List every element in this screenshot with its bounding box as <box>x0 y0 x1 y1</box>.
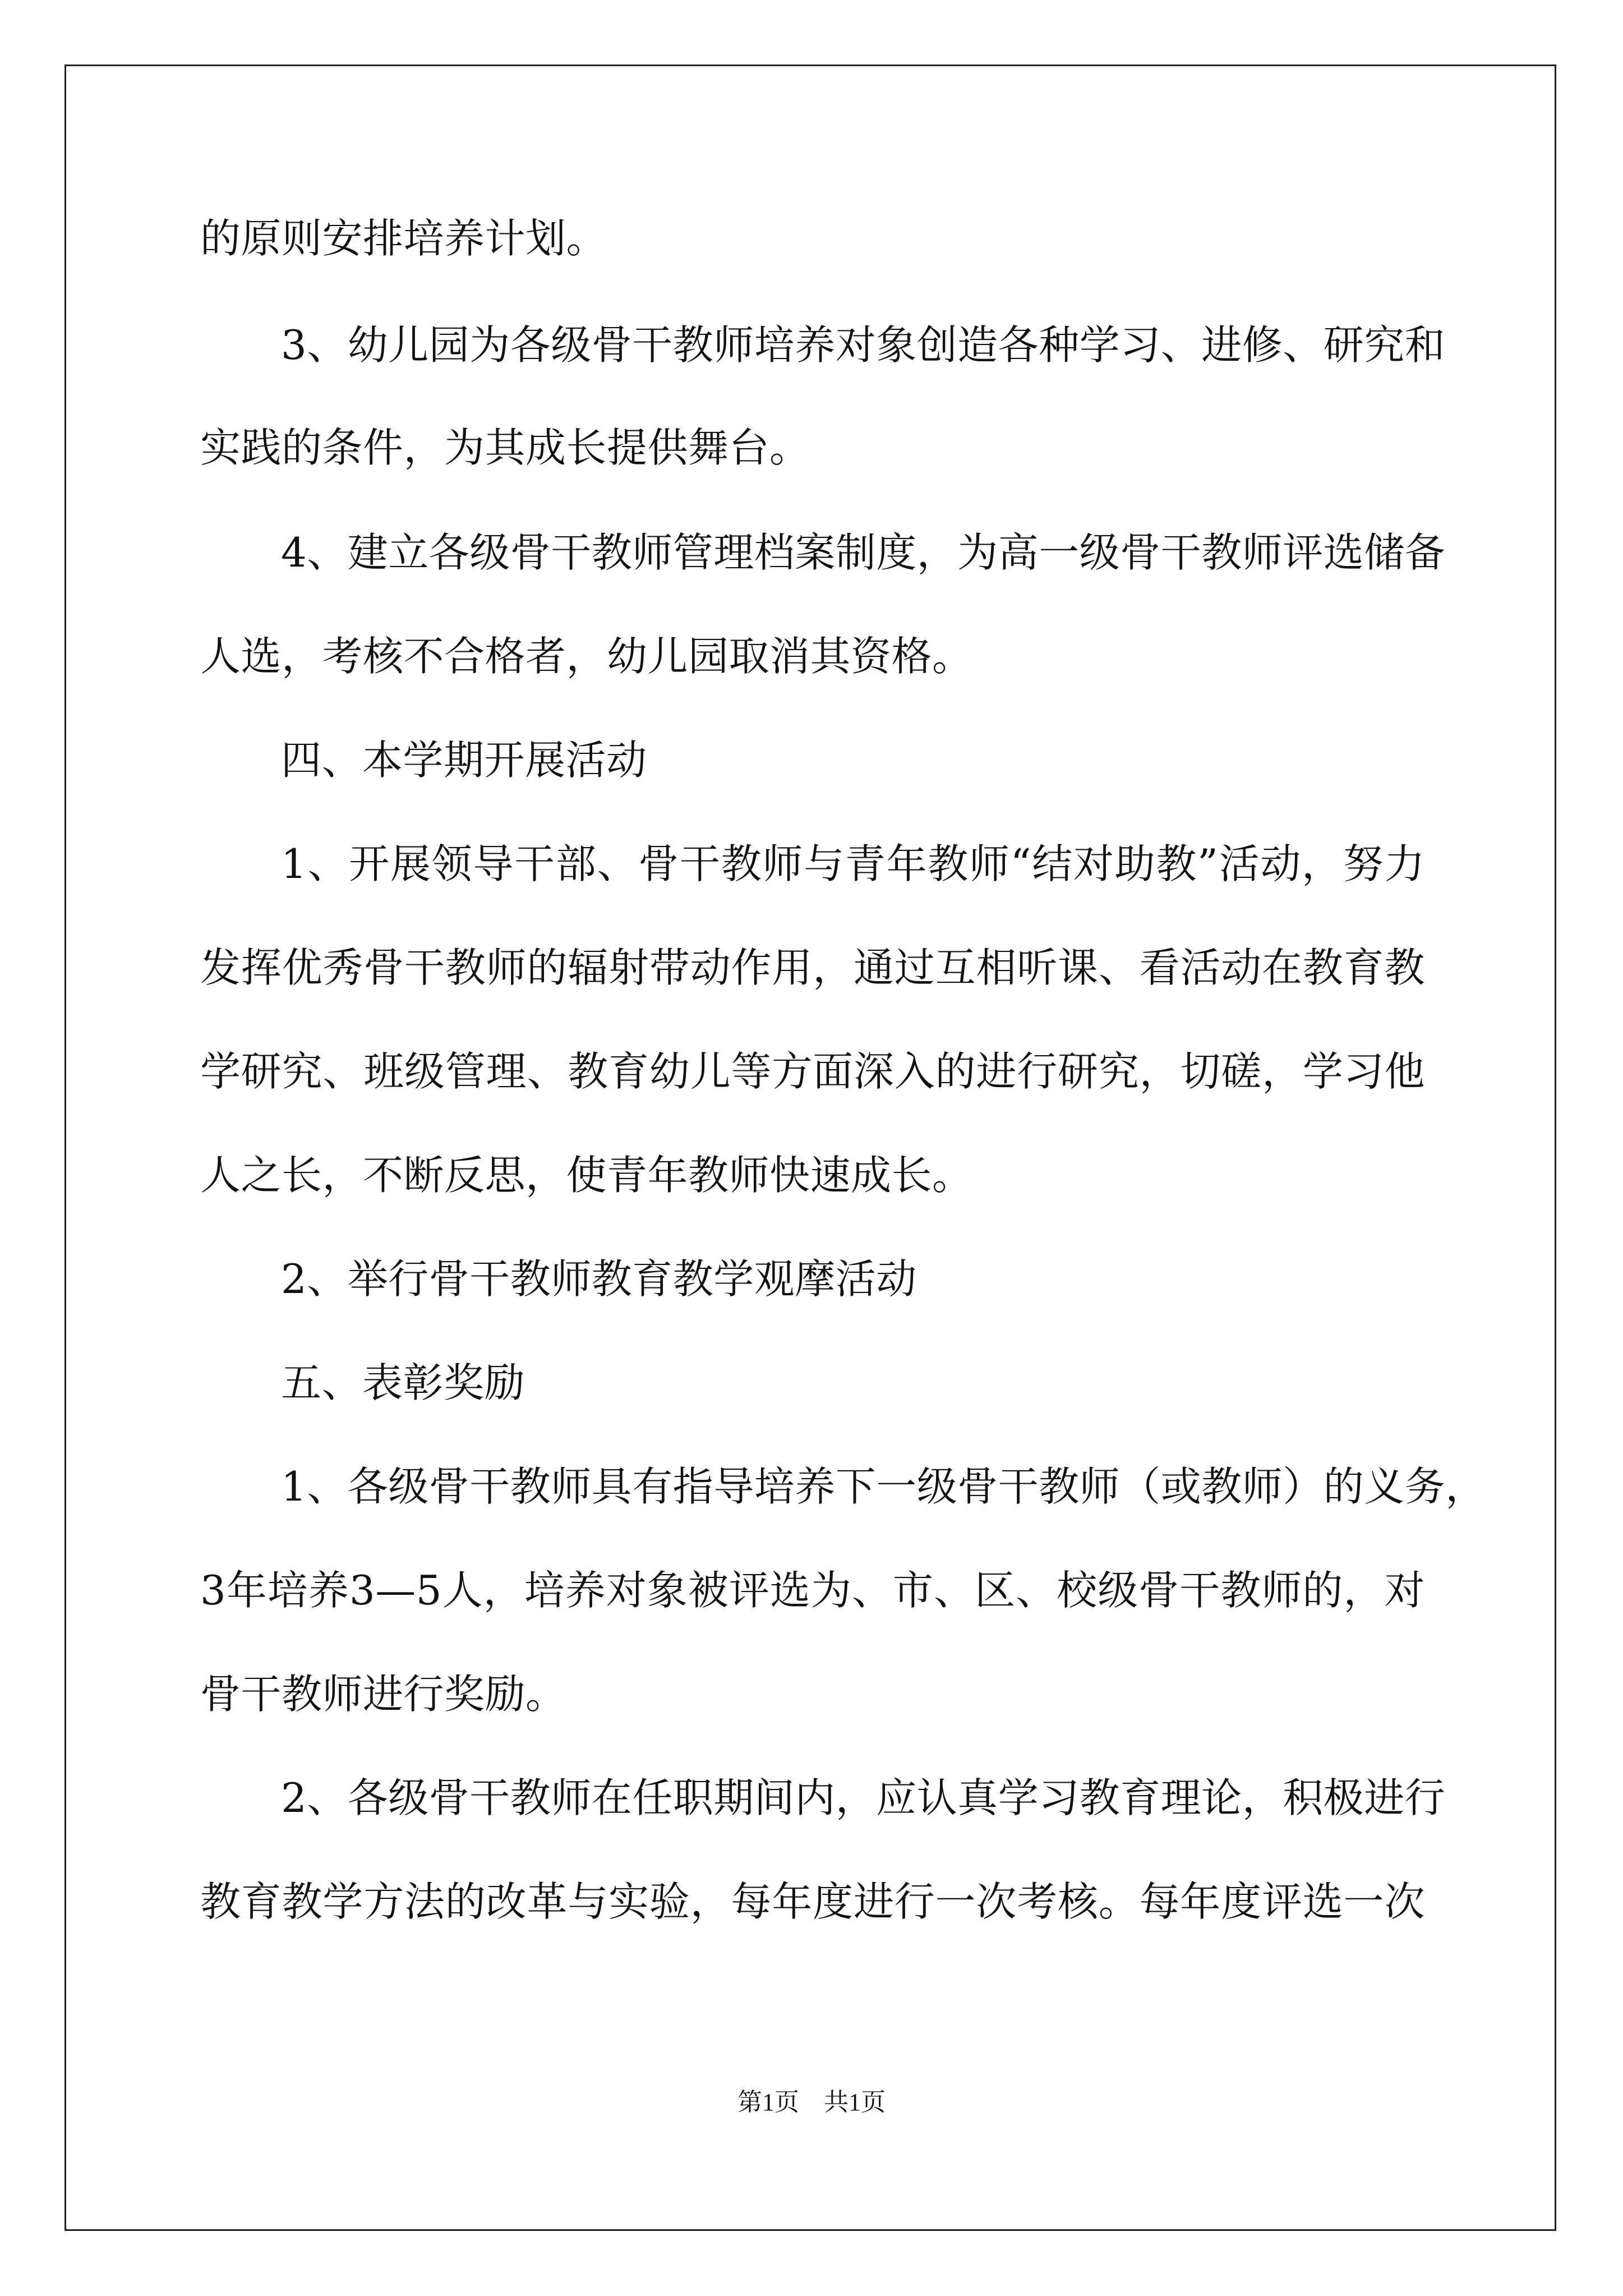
text-line: 发挥优秀骨干教师的辐射带动作用，通过互相听课、看活动在教育教 <box>200 944 1425 991</box>
text-line: 学研究、班级管理、教育幼儿等方面深入的进行研究，切磋，学习他 <box>200 1048 1425 1095</box>
text-line: 的原则安排培养计划。 <box>200 215 607 262</box>
text-line: 人之长，不断反思，使青年教师快速成长。 <box>200 1152 973 1199</box>
page-footer: 第1页 共1页 <box>737 2088 886 2116</box>
text-line: 骨干教师进行奖励。 <box>200 1671 566 1718</box>
text-line: 3、幼儿园为各级骨干教师培养对象创造各种学习、进修、研究和 <box>281 321 1446 369</box>
text-line: 3年培养3—5人，培养对象被评选为、市、区、校级骨干教师的，对 <box>200 1567 1425 1614</box>
text-line: 实践的条件，为其成长提供舞台。 <box>200 424 810 471</box>
section-heading: 五、表彰奖励 <box>281 1359 525 1406</box>
text-line: 2、举行骨干教师教育教学观摩活动 <box>281 1255 917 1303</box>
text-line: 2、各级骨干教师在任职期间内，应认真学习教育理论，积极进行 <box>281 1774 1446 1821</box>
text-line: 1、开展领导干部、骨干教师与青年教师“结对助教”活动，努力 <box>281 840 1425 887</box>
text-line: 1、各级骨干教师具有指导培养下一级骨干教师（或教师）的义务， <box>281 1463 1486 1510</box>
text-line: 4、建立各级骨干教师管理档案制度，为高一级骨干教师评选储备 <box>281 529 1446 576</box>
section-heading: 四、本学期开展活动 <box>281 737 647 784</box>
text-line: 人选，考核不合格者，幼儿园取消其资格。 <box>200 633 973 680</box>
text-line: 教育教学方法的改革与实验，每年度进行一次考核。每年度评选一次 <box>200 1878 1425 1925</box>
